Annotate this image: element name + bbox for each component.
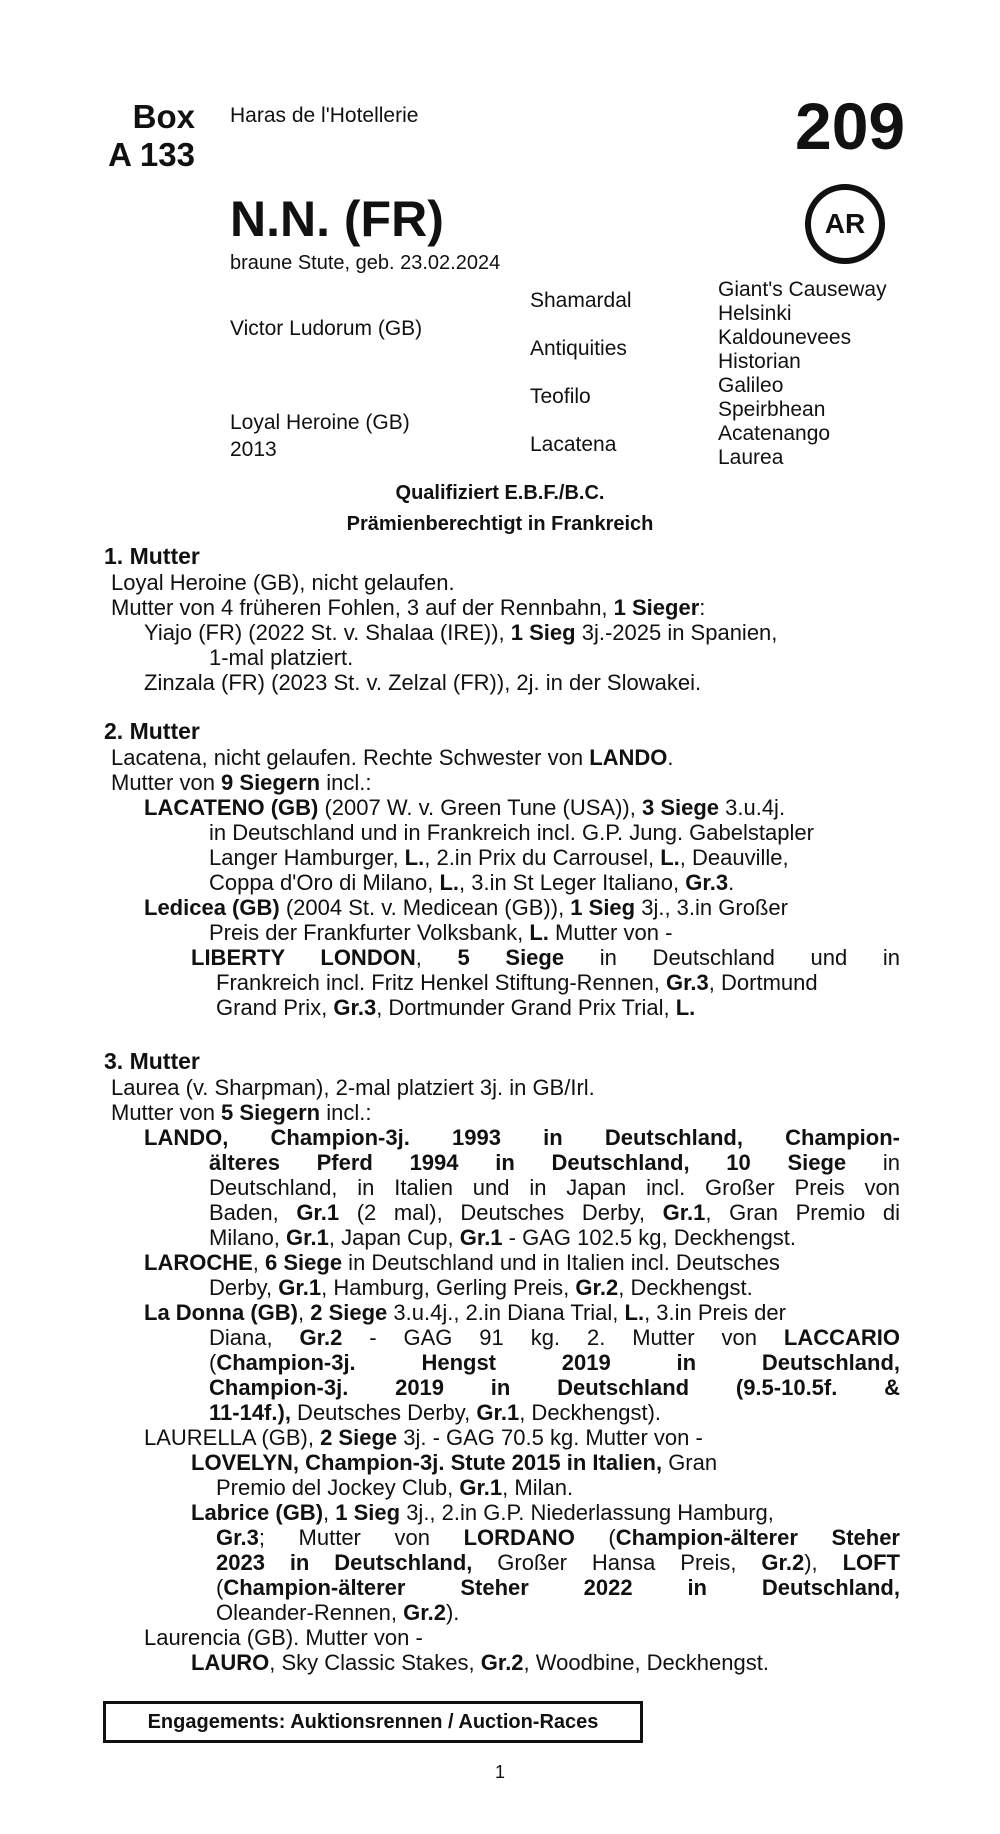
progeny-la-donna: La Donna (GB), 2 Siege 3.u.4j., 2.in Diana Trial, L., 3.in Preis der <box>144 1300 786 1325</box>
pedigree-great-grandparent: Laurea <box>718 446 784 469</box>
pedigree-great-grandparent: Speirbhean <box>718 398 826 421</box>
progeny-lovelyn-cont: Premio del Jockey Club, Gr.1, Milan. <box>216 1475 574 1500</box>
pedigree-grandparent: Antiquities <box>530 337 627 360</box>
second-dam-line: Lacatena, nicht gelaufen. Rechte Schwester von LANDO. <box>111 745 674 770</box>
progeny-labrice-cont: 2023 in Deutschland, Großer Hansa Preis, Gr.2), LOFT <box>216 1550 900 1575</box>
box-label <box>105 98 195 174</box>
premium-note: Prämienberechtigt in Frankreich <box>346 513 654 535</box>
pedigree-sire: Victor Ludorum (GB) <box>230 317 423 340</box>
pedigree-great-grandparent: Galileo <box>718 374 784 397</box>
pedigree-grandparent: Lacatena <box>530 433 617 456</box>
progeny-liberty-london: LIBERTY LONDON, 5 Siege in Deutschland und in <box>191 945 901 970</box>
ar-badge-label: AR <box>824 208 866 239</box>
progeny-lando: LANDO, Champion-3j. 1993 in Deutschland, Champion- <box>144 1125 900 1150</box>
pedigree-great-grandparent: Kaldounevees <box>718 326 852 349</box>
progeny-ledicea: Ledicea (GB) (2004 St. v. Medicean (GB)), 1 Sieg 3j., 3.in Großer <box>144 895 788 920</box>
qualification-note: Qualifiziert E.B.F./B.C. <box>395 482 605 504</box>
box-word: Box <box>132 98 195 135</box>
progeny-lacateno-cont: Coppa d'Oro di Milano, L., 3.in St Leger Italiano, Gr.3. <box>209 870 735 895</box>
section-heading-first-dam: 1. Mutter <box>104 543 200 569</box>
progeny-ledicea-cont: Preis der Frankfurter Volksbank, L. Mutter von - <box>209 920 673 945</box>
first-dam-line: Loyal Heroine (GB), nicht gelaufen. <box>111 570 455 595</box>
section-heading-second-dam: 2. Mutter <box>104 718 200 744</box>
progeny-la-donna-cont: 11-14f.), Deutsches Derby, Gr.1, Deckhengst). <box>209 1400 662 1425</box>
progeny-lovelyn: LOVELYN, Champion-3j. Stute 2015 in Italien, Gran <box>191 1450 718 1475</box>
third-dam-line: Laurea (v. Sharpman), 2-mal platziert 3j. in GB/Irl. <box>111 1075 595 1100</box>
engagements-box <box>103 1701 643 1743</box>
pedigree-dam-year: 2013 <box>230 438 277 461</box>
first-dam-progeny: Yiajo (FR) (2022 St. v. Shalaa (IRE)), 1 Sieg 3j.-2025 in Spanien, <box>144 620 778 645</box>
horse-description: braune Stute, geb. 23.02.2024 <box>230 252 501 274</box>
ar-badge <box>805 184 885 264</box>
pedigree-great-grandparent: Acatenango <box>718 422 831 445</box>
pedigree-great-grandparent: Historian <box>718 350 801 373</box>
progeny-lando-cont: älteres Pferd 1994 in Deutschland, 10 Siege in <box>209 1150 900 1175</box>
progeny-laroche: LAROCHE, 6 Siege in Deutschland und in Italien incl. Deutsches <box>144 1250 780 1275</box>
progeny-lando-cont: Milano, Gr.1, Japan Cup, Gr.1 - GAG 102.5 kg, Deckhengst. <box>209 1225 797 1250</box>
progeny-labrice-cont: Oleander-Rennen, Gr.2). <box>216 1600 460 1625</box>
progeny-la-donna-cont: Diana, Gr.2 - GAG 91 kg. 2. Mutter von LACCARIO <box>209 1325 900 1350</box>
pedigree-grandparent: Shamardal <box>530 289 632 312</box>
pedigree-great-grandparent: Giant's Causeway <box>718 278 887 301</box>
progeny-lauro: LAURO, Sky Classic Stakes, Gr.2, Woodbine, Deckhengst. <box>191 1650 769 1675</box>
progeny-lacateno-cont: Langer Hamburger, L., 2.in Prix du Carrousel, L., Deauville, <box>209 845 789 870</box>
progeny-lacateno-cont: in Deutschland und in Frankreich incl. G.P. Jung. Gabelstapler <box>209 820 814 845</box>
engagements-text: Engagements: Auktionsrennen / Auction-Races <box>147 1710 599 1733</box>
progeny-laurella: LAURELLA (GB), 2 Siege 3j. - GAG 70.5 kg. Mutter von - <box>144 1425 703 1450</box>
first-dam-progeny: Zinzala (FR) (2023 St. v. Zelzal (FR)), 2j. in der Slowakei. <box>144 670 702 695</box>
progeny-liberty-london-cont: Frankreich incl. Fritz Henkel Stiftung-Rennen, Gr.3, Dortmund <box>216 970 818 995</box>
section-heading-third-dam: 3. Mutter <box>104 1048 200 1074</box>
pedigree-great-grandparent: Helsinki <box>718 302 792 325</box>
progeny-lando-cont: Deutschland, in Italien und in Japan incl. Großer Preis von <box>209 1175 900 1200</box>
progeny-labrice: Labrice (GB), 1 Sieg 3j., 2.in G.P. Niederlassung Hamburg, <box>191 1500 774 1525</box>
progeny-laroche-cont: Derby, Gr.1, Hamburg, Gerling Preis, Gr.2, Deckhengst. <box>209 1275 753 1300</box>
progeny-la-donna-cont: Champion-3j. 2019 in Deutschland (9.5-10.5f. & <box>209 1375 900 1400</box>
horse-name: N.N. (FR) <box>230 191 444 247</box>
progeny-labrice-cont: Gr.3; Mutter von LORDANO (Champion-älterer Steher <box>216 1525 900 1550</box>
box-number: A 133 <box>108 136 195 173</box>
third-dam-line: Mutter von 5 Siegern incl.: <box>111 1100 372 1125</box>
first-dam-progeny-cont: 1-mal platziert. <box>209 645 354 670</box>
pedigree-dam: Loyal Heroine (GB) <box>230 411 410 434</box>
progeny-liberty-london-cont: Grand Prix, Gr.3, Dortmunder Grand Prix Trial, L. <box>216 995 696 1020</box>
pedigree-grandparent: Teofilo <box>530 385 591 408</box>
second-dam-line: Mutter von 9 Siegern incl.: <box>111 770 372 795</box>
progeny-lacateno: LACATENO (GB) (2007 W. v. Green Tune (USA)), 3 Siege 3.u.4j. <box>144 795 786 820</box>
first-dam-line: Mutter von 4 früheren Fohlen, 3 auf der Rennbahn, 1 Sieger: <box>111 595 706 620</box>
consignor: Haras de l'Hotellerie <box>230 104 419 127</box>
progeny-labrice-cont: (Champion-älterer Steher 2022 in Deutschland, <box>216 1575 900 1600</box>
page-number: 1 <box>494 1762 505 1782</box>
progeny-la-donna-cont: (Champion-3j. Hengst 2019 in Deutschland, <box>209 1350 900 1375</box>
catalogue-number: 209 <box>795 89 906 163</box>
progeny-laurencia: Laurencia (GB). Mutter von - <box>144 1625 423 1650</box>
progeny-lando-cont: Baden, Gr.1 (2 mal), Deutsches Derby, Gr.1, Gran Premio di <box>209 1200 900 1225</box>
